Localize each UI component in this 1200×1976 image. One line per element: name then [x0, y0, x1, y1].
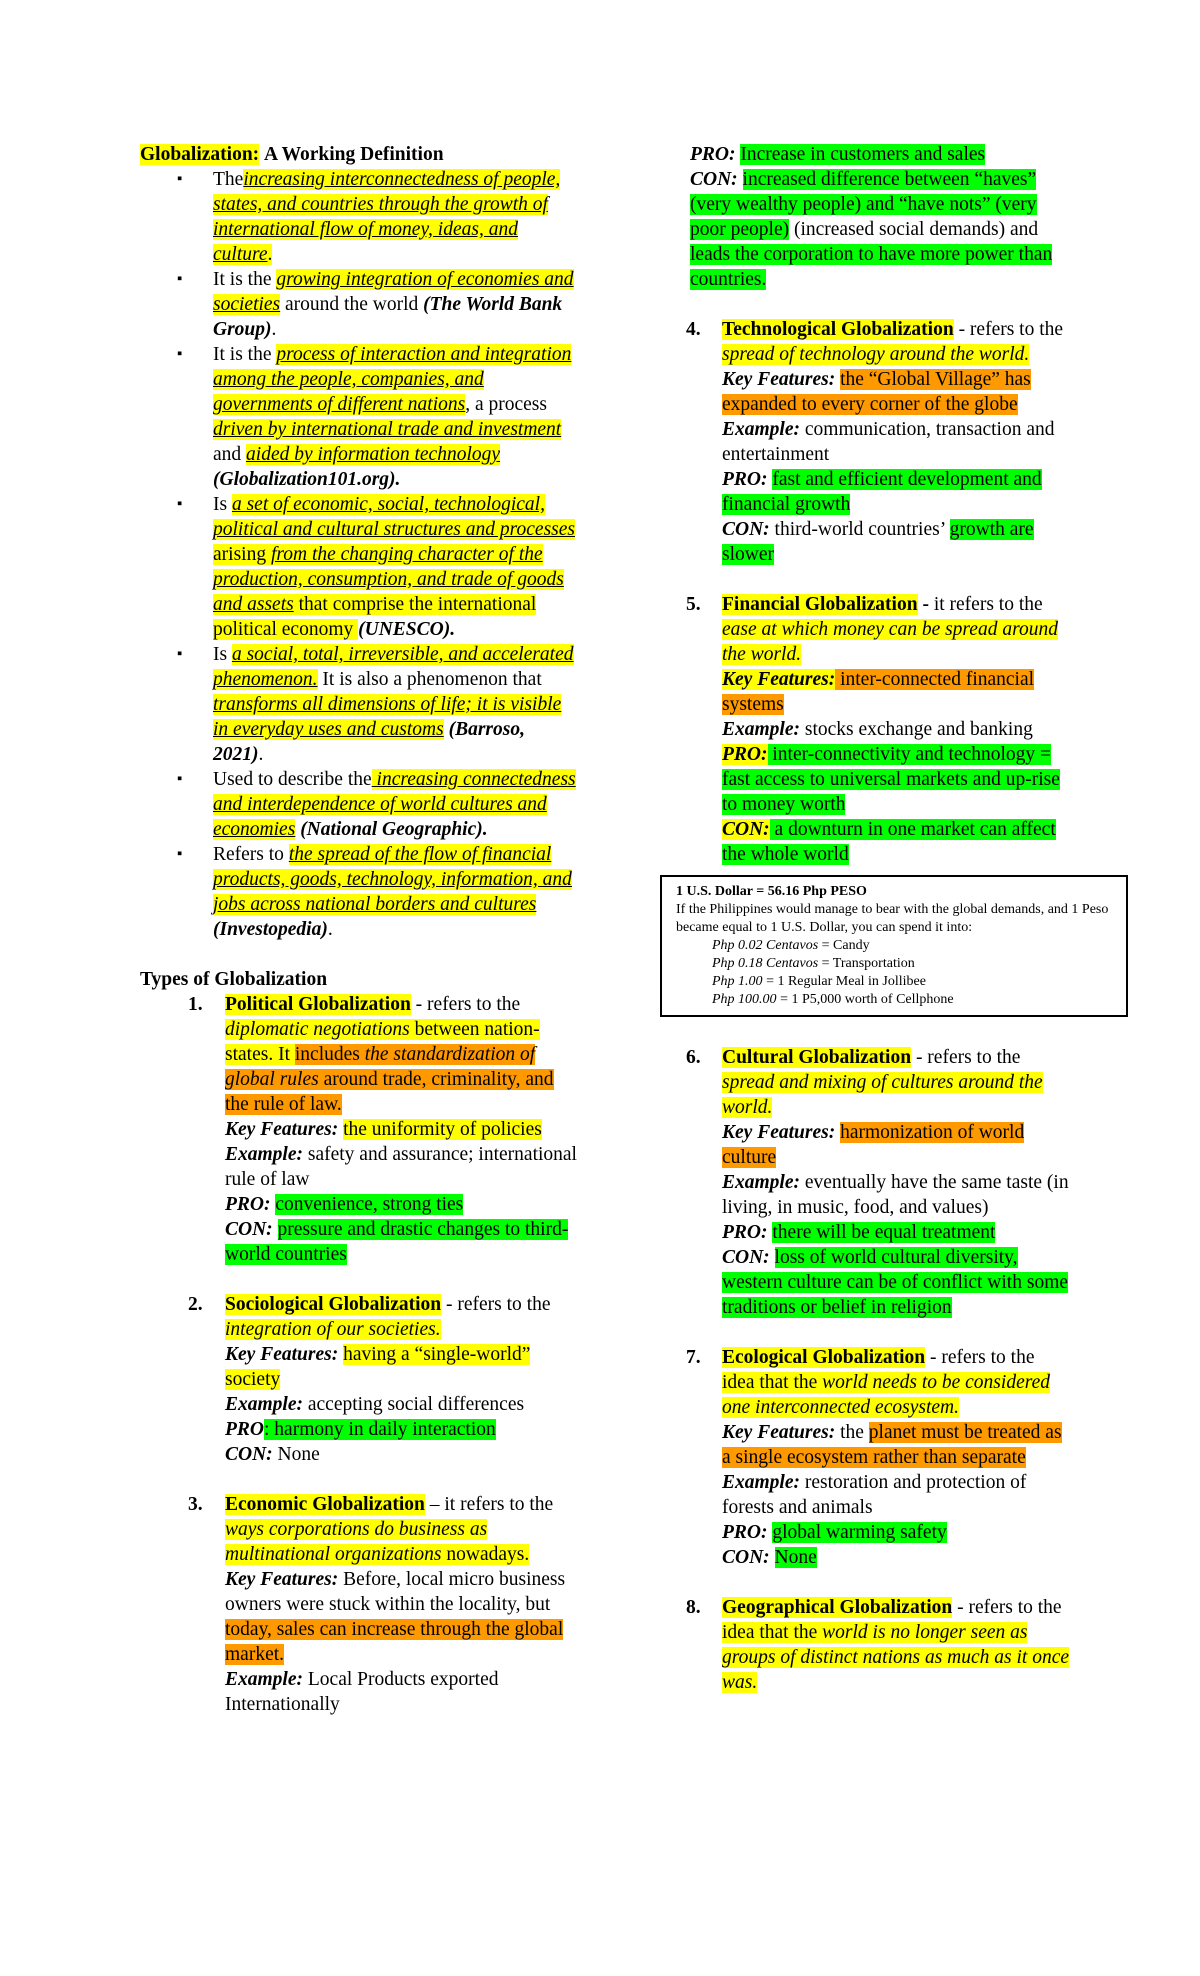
text-span: CON: [722, 819, 770, 840]
text-span: CON: [722, 519, 770, 540]
section-line [225, 1667, 580, 1717]
text-span: the [526, 1294, 551, 1315]
text-span: = Transportation [818, 956, 915, 971]
section-line [722, 1345, 1070, 1420]
text-span: third-world countries’ [769, 519, 950, 540]
text-span: inter-connected financial systems [722, 669, 1035, 715]
definition-item [213, 267, 580, 342]
text-span: 6. [686, 1047, 701, 1068]
text-span: increasing interconnectedness of people, states, and countries through the growth of international flow of money, ideas, and culture [213, 169, 561, 265]
section-line [722, 317, 1070, 367]
text-span: CON: [722, 1547, 770, 1568]
text-span: Example: [722, 719, 800, 740]
section-line [225, 1567, 580, 1667]
text-span: CON: [690, 169, 738, 190]
text-span: Ecological Globalization [722, 1347, 926, 1368]
definition-item [213, 167, 580, 267]
text-span: the standardization of global rules [225, 1044, 536, 1090]
definition-item [213, 767, 580, 842]
text-span: Example: [225, 1144, 303, 1165]
text-span: Economic Globalization [225, 1494, 425, 1515]
text-span: = Candy [818, 938, 870, 953]
text-span: , a process [465, 394, 547, 415]
section-line [722, 417, 1070, 467]
text-span: A Working Definition [264, 144, 444, 165]
text-span: a downturn in one market can affect the whole world [722, 819, 1056, 865]
definition-item [213, 642, 580, 767]
text-span: leads the corporation to have more power than countries. [690, 244, 1053, 290]
text-span: communication, transaction and entertainment [722, 419, 1055, 465]
text-span: world needs to be considered one interconnected ecosystem. [722, 1372, 1050, 1418]
text-span: PRO: [690, 144, 736, 165]
text-span: safety and assurance; international rule of law [225, 1144, 577, 1190]
section-line [225, 1442, 580, 1467]
text-span: driven by international trade and investment [213, 419, 562, 440]
text-span: it refers to the [933, 594, 1043, 615]
text-span: Example: [225, 1669, 303, 1690]
text-span: transforms all dimensions of life; it is visible in everyday uses and customs [213, 694, 562, 740]
text-span: around the world [280, 294, 424, 315]
text-span: today, sales can increase through the global market. [225, 1619, 564, 1665]
text-span: - refers to [925, 1347, 1011, 1368]
definition-item [213, 492, 580, 642]
text-span: It is also a phenomenon that [317, 669, 542, 690]
section-line [722, 1595, 1070, 1695]
text-span: 4. [686, 319, 701, 340]
definition-item [213, 342, 580, 492]
text-span: (National Geographic). [300, 819, 488, 840]
text-span: . [267, 244, 273, 265]
currency-box-text: If the Philippines would manage to bear with the global demands, and 1 Peso became equal to 1 U.S. Dollar, you can spend it into: [676, 902, 1109, 935]
section-line [722, 517, 1070, 567]
text-span: . [271, 319, 277, 340]
sociological-section [140, 1292, 580, 1467]
text-span: (Barroso, 2021) [213, 719, 525, 765]
definition-item [213, 842, 580, 942]
section-line [225, 1417, 580, 1442]
currency-item [676, 991, 1116, 1009]
text-span: Php 0.02 Centavos [712, 938, 819, 953]
types-heading: Types of Globalization [140, 969, 328, 990]
text-span: The [213, 169, 244, 190]
section-line [722, 1220, 1070, 1245]
text-span: aided by information technology [246, 444, 501, 465]
text-span: nowadays. [441, 1544, 530, 1565]
text-span: accepting social differences [303, 1394, 525, 1415]
text-span: having a “single-world” society [225, 1344, 531, 1390]
geographical-section [686, 1595, 1070, 1695]
section-line [225, 1192, 580, 1217]
section-line [690, 142, 1070, 167]
text-span: increasing connectedness and interdependence of world cultures and economies [213, 769, 576, 840]
section-line [225, 1142, 580, 1192]
text-span: 5. [686, 594, 701, 615]
text-span: a set of economic, social, technological, political and cultural structures and processes [213, 494, 575, 540]
text-span: 7. [686, 1347, 701, 1368]
section-line [722, 667, 1070, 717]
text-span: Key Features: [225, 1569, 339, 1590]
text-span: Example: [225, 1394, 303, 1415]
text-span: harmonization of world culture [722, 1122, 1025, 1168]
section-line [225, 1342, 580, 1392]
text-span: from the changing character of the production, consumption, and trade of goods and assets [213, 544, 564, 615]
text-span: Php 0.18 Centavos [712, 956, 819, 971]
text-span: (increased social demands) and [789, 219, 1039, 240]
section-line [722, 367, 1070, 417]
text-span: - [917, 594, 934, 615]
currency-item [676, 973, 1116, 991]
text-span: None [774, 1547, 817, 1568]
text-span: between nation-states. [225, 1019, 540, 1065]
text-span: the uniformity of policies [343, 1119, 542, 1140]
text-span: Example: [722, 419, 800, 440]
section-line [722, 1420, 1070, 1470]
section-line [722, 1170, 1070, 1220]
currency-item [676, 937, 1116, 955]
text-span: the “Global Village” has expanded to every corner of the globe [722, 369, 1031, 415]
text-span: : harmony in daily interaction [264, 1419, 496, 1440]
text-span: Key Features: [722, 669, 836, 690]
text-span: = 1 Regular Meal in Jollibee [762, 974, 926, 989]
text-span: Key Features: [225, 1119, 339, 1140]
text-span: a social, total, irreversible, and accelerated phenomenon. [213, 644, 574, 690]
text-span: 2. [188, 1294, 203, 1315]
cultural-section [686, 1045, 1070, 1320]
ecological-section [686, 1345, 1070, 1570]
left-column [140, 142, 580, 1742]
text-span: - refers to the [953, 319, 1064, 340]
text-span: Geographical Globalization [722, 1597, 953, 1618]
text-span: 8. [686, 1597, 701, 1618]
text-span: - refers to the [410, 994, 521, 1015]
text-span: Political Globalization [225, 994, 411, 1015]
text-span: CON: [225, 1219, 273, 1240]
text-span: PRO: [722, 1522, 768, 1543]
text-span: the spread of the flow of financial products, goods, technology, information, and jobs across national borders and cultures [213, 844, 572, 915]
text-span: integration of our societies. [225, 1319, 441, 1340]
section-line [722, 1470, 1070, 1520]
section-line [722, 1245, 1070, 1320]
text-span: idea that the [722, 1622, 823, 1643]
text-span: Php 100.00 [712, 992, 777, 1007]
text-span: . [327, 919, 333, 940]
text-span: Key Features: [225, 1344, 339, 1365]
text-span: the [835, 1422, 869, 1443]
text-span: fast and efficient development and financial growth [722, 469, 1042, 515]
text-span: Before, local micro business owners were stuck within the locality, but [225, 1569, 566, 1615]
right-column [676, 142, 1109, 1720]
text-span: - refers to the [911, 1047, 1021, 1068]
text-span: process of interaction and integration among the people, companies, and governments of different nations [213, 344, 572, 415]
text-span: world is no longer seen as groups of distinct nations as much as it once was. [722, 1622, 1070, 1693]
text-span: = 1 P5,000 worth of Cellphone [776, 992, 954, 1007]
text-span: Increase in customers and sales [740, 144, 986, 165]
text-span: 1. [188, 994, 203, 1015]
technological-section [686, 317, 1070, 567]
text-span: Used to describe the [213, 769, 372, 790]
text-span: ease at which money can be spread around the world. [722, 619, 1058, 665]
text-span: (Investopedia) [213, 919, 328, 940]
section-line [722, 817, 1070, 867]
text-span: PRO: [722, 469, 768, 490]
definition-list [140, 167, 580, 942]
text-span: growing integration of economies and societies [213, 269, 574, 315]
text-span: Key Features: [722, 1422, 836, 1443]
text-span: arising [213, 544, 271, 565]
section-line [225, 1292, 580, 1342]
text-span: Is [213, 644, 232, 665]
text-span: idea that the [722, 1372, 823, 1393]
text-span: . [258, 744, 264, 765]
text-span: – it refers to [424, 1494, 530, 1515]
economic-section-continued [690, 142, 1070, 292]
text-span: CON: [225, 1444, 273, 1465]
text-span: there will be equal treatment [772, 1222, 996, 1243]
currency-box [660, 875, 1128, 1017]
text-span: ways corporations do business as multinational organizations [225, 1519, 488, 1565]
section-line [225, 992, 580, 1117]
text-span: (Globalization101.org). [213, 469, 401, 490]
text-span: It [273, 1044, 295, 1065]
section-line [225, 1117, 580, 1142]
section-line [722, 1045, 1070, 1120]
text-span: PRO [225, 1419, 264, 1440]
text-span: that comprise the international political economy [213, 594, 537, 640]
section-line [690, 167, 1070, 292]
text-span: pressure and drastic changes to third-world countries [225, 1219, 569, 1265]
text-span: spread and mixing of cultures around the world. [722, 1072, 1043, 1118]
text-span: (UNESCO). [358, 619, 456, 640]
political-section [140, 992, 580, 1267]
section-line [225, 1492, 580, 1567]
text-span: Cultural Globalization [722, 1047, 912, 1068]
text-span: Sociological Globalization [225, 1294, 442, 1315]
text-span: conflict with some traditions or belief in religion [722, 1272, 1069, 1318]
text-span: increased difference between “haves” (very wealthy people) and “have nots” (very poor people) [690, 169, 1037, 240]
section-line [722, 592, 1070, 667]
text-span: Globalization: [140, 144, 260, 165]
section-line [722, 467, 1070, 517]
text-span: Example: [722, 1472, 800, 1493]
text-span: stocks exchange and banking [800, 719, 1033, 740]
text-span: convenience, strong ties [275, 1194, 464, 1215]
section-line [722, 1120, 1070, 1170]
text-span: None [272, 1444, 320, 1465]
text-span: PRO: [722, 1222, 768, 1243]
text-span: Key Features: [722, 369, 836, 390]
text-span: Php 1.00 [712, 974, 763, 989]
definition-heading [140, 142, 580, 167]
text-span: planet must be treated as a single ecosystem rather than separate [722, 1422, 1062, 1468]
section-line [722, 1520, 1070, 1545]
text-span: around trade, criminality, and the rule of law. [225, 1069, 554, 1115]
text-span: eventually have the same taste (in living, in music, food, and values) [722, 1172, 1069, 1218]
text-span: diplomatic negotiations [225, 1019, 410, 1040]
text-span: - refers to [441, 1294, 527, 1315]
text-span: PRO: [225, 1194, 271, 1215]
text-span: and [213, 444, 247, 465]
text-span: - refers to the [952, 1597, 1062, 1618]
text-span: It is the [213, 344, 277, 365]
economic-section [140, 1492, 580, 1717]
text-span: 3. [188, 1494, 203, 1515]
section-line [722, 742, 1070, 817]
currency-item [676, 955, 1116, 973]
text-span: Financial Globalization [722, 594, 918, 615]
section-line [722, 1545, 1070, 1570]
text-span: Example: [722, 1172, 800, 1193]
currency-box-title: 1 U.S. Dollar = 56.16 Php PESO [676, 884, 867, 899]
section-line [225, 1392, 580, 1417]
text-span: the [529, 1494, 554, 1515]
text-span: inter-connectivity and technology = fast access to universal markets and up-rise to money worth [722, 744, 1060, 815]
text-span: global warming safety [772, 1522, 947, 1543]
text-span: loss of world cultural diversity, western culture can be of [722, 1247, 1018, 1293]
text-span: the [1010, 1347, 1035, 1368]
text-span: Technological Globalization [722, 319, 954, 340]
text-span: Local Products exported Internationally [225, 1669, 499, 1715]
financial-section [686, 592, 1070, 867]
text-span: includes [294, 1044, 365, 1065]
text-span: Key Features: [722, 1122, 836, 1143]
text-span: Is [213, 494, 232, 515]
section-line [722, 717, 1070, 742]
text-span: spread of technology around the world. [722, 344, 1030, 365]
section-line [225, 1217, 580, 1267]
text-span: CON: [722, 1247, 770, 1268]
text-span: growth are slower [722, 519, 1034, 565]
text-span: Refers to [213, 844, 289, 865]
text-span: It is the [213, 269, 277, 290]
text-span: PRO: [722, 744, 768, 765]
text-span: (The World Bank Group) [213, 294, 563, 340]
text-span: restoration and protection of forests and animals [722, 1472, 1027, 1518]
